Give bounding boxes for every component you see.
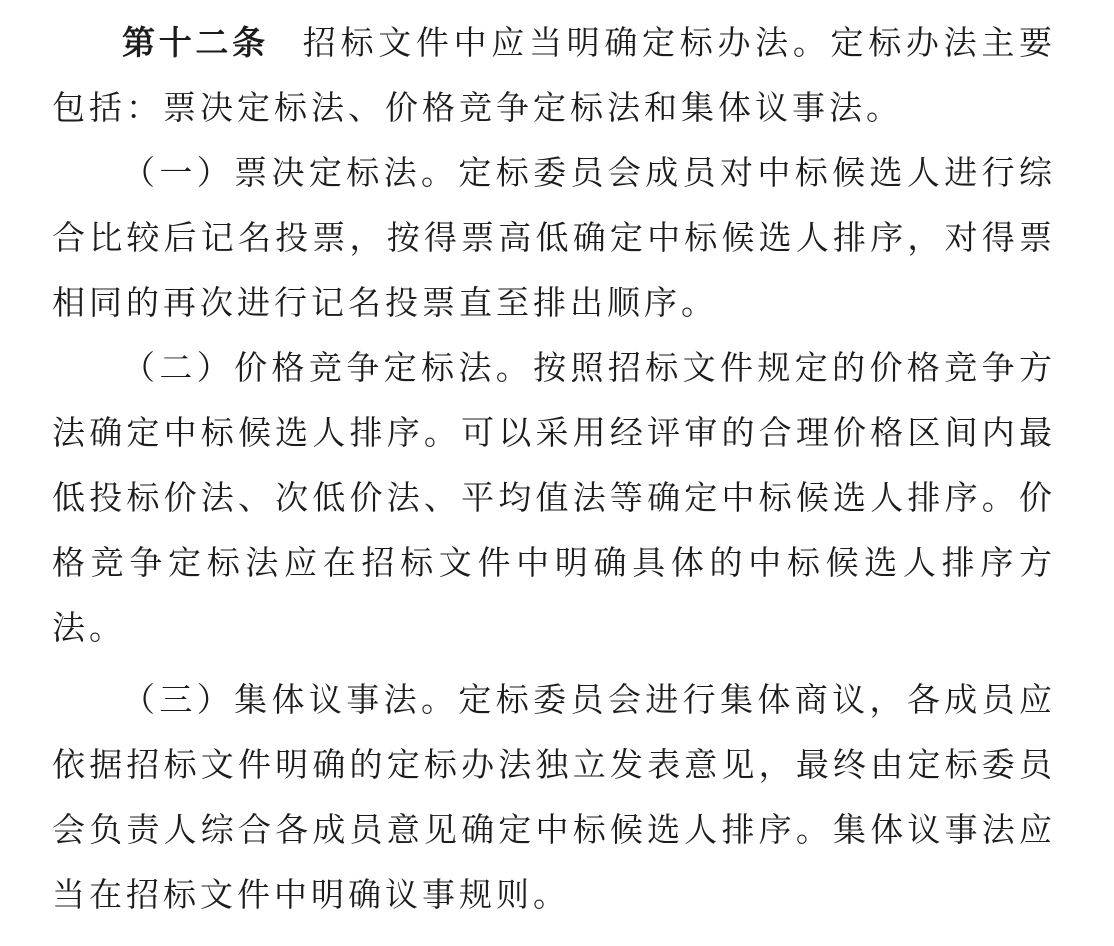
clause-price-competition-method: （二）价格竞争定标法。按照招标文件规定的价格竞争方法确定中标候选人排序。可以采用经评审的合理价格区间内最低投标价法、次低价法、平均值法等确定中标候选人排序。价格竞争定标法应在招标文件中明确具体的中标候选人排序方法。 <box>52 348 1056 647</box>
article-intro-paragraph <box>52 10 1056 140</box>
clause-vote-method: （一）票决定标法。定标委员会成员对中标候选人进行综合比较后记名投票，按得票高低确定中标候选人排序，对得票相同的再次进行记名投票直至排出顺序。 <box>52 153 1056 322</box>
article-twelve <box>52 10 1056 927</box>
article-intro-text: 招标文件中应当明确定标办法。定标办法主要包括：票决定标法、价格竞争定标法和集体议事法。 <box>52 23 1057 127</box>
article-heading: 第十二条 <box>122 23 269 62</box>
clause-collective-deliberation-method: （三）集体议事法。定标委员会进行集体商议，各成员应依据招标文件明确的定标办法独立发表意见，最终由定标委员会负责人综合各成员意见确定中标候选人排序。集体议事法应当在招标文件中明确议事规则。 <box>52 680 1056 914</box>
